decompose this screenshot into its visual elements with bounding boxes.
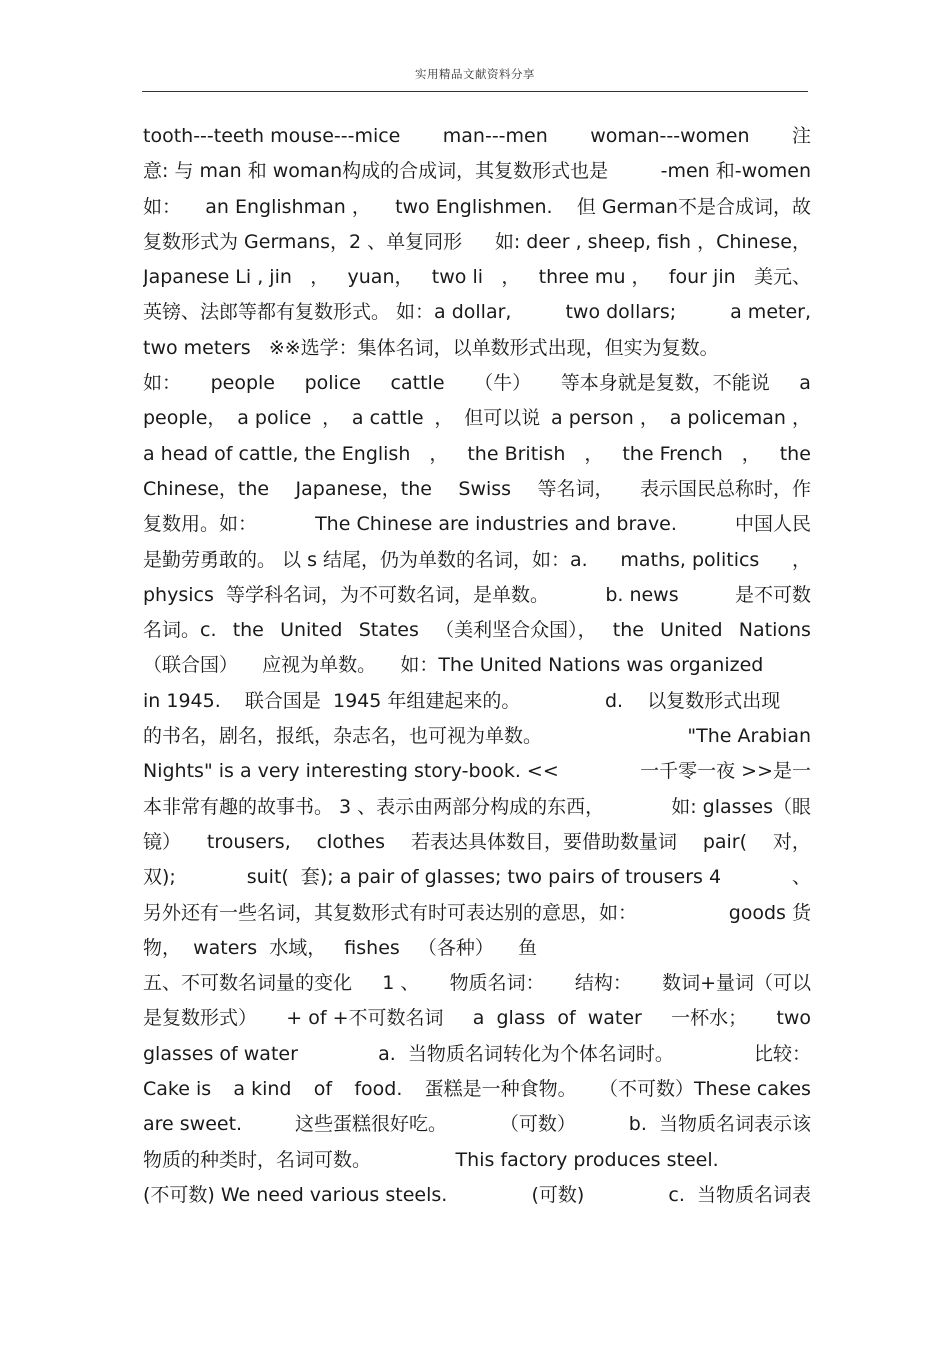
text-line <box>143 931 811 966</box>
text-segment: 若表达具体数目，要借助数量词 <box>410 830 677 853</box>
text-segment: in 1945. 联合国是 1945 年组建起来的。 d. 以复数形式出现 <box>143 689 781 712</box>
text-segment: 但 German不是合成词，故 <box>576 195 811 218</box>
text-segment: suit( 套); a pair of glasses; two pairs of trousers 4 <box>246 866 722 889</box>
text-line <box>143 825 811 860</box>
text-segment: 复数用。如： <box>143 513 258 536</box>
text-segment: (可数) <box>531 1183 585 1206</box>
text-segment: yuan， <box>347 266 414 289</box>
text-line <box>143 613 811 648</box>
text-segment: 是复数形式） <box>143 1007 258 1030</box>
text-line <box>143 260 811 295</box>
text-segment: a meter, <box>730 301 811 324</box>
text-segment: United <box>280 619 343 642</box>
text-segment: Nations <box>738 619 811 642</box>
text-segment: man---men <box>442 125 548 147</box>
text-line <box>143 578 811 613</box>
text-line <box>143 1037 811 1072</box>
text-segment: 如: deer , sheep, fish ，Chinese， <box>494 230 811 253</box>
text-segment: 物质的种类时，名词可数。 This factory produces steel. <box>143 1148 719 1171</box>
text-segment: 比较： <box>753 1042 811 1065</box>
text-segment: （不可数）These cakes <box>598 1078 811 1101</box>
text-segment: + of +不可数名词 <box>286 1007 444 1030</box>
text-segment: b. 当物质名词表示该 <box>628 1113 811 1136</box>
text-segment: Japanese，the <box>295 477 432 500</box>
text-line <box>143 437 811 472</box>
text-segment: a. 当物质名词转化为个体名词时。 <box>378 1042 674 1065</box>
text-segment: 对， <box>772 830 811 853</box>
text-segment: 双); <box>143 866 176 889</box>
text-segment: 物， waters 水域， fishes （各种） 鱼 <box>143 936 538 959</box>
text-segment: trousers, <box>206 830 291 853</box>
text-line <box>143 507 811 542</box>
text-segment: ， <box>434 407 454 430</box>
text-segment: 一千零一夜 >>是一 <box>640 760 811 783</box>
page-header: 实用精品文献资料分享 <box>415 67 535 81</box>
text-segment: 镜） <box>143 830 182 853</box>
text-segment: 但可以说 <box>464 407 541 430</box>
text-segment: 、 <box>791 866 811 889</box>
text-segment: two <box>776 1007 811 1030</box>
text-segment: people， <box>143 407 227 430</box>
text-segment: tooth---teeth mouse---mice <box>143 125 401 147</box>
text-segment: 如: glasses（眼 <box>671 795 811 818</box>
text-segment: 蛋糕是一种食物。 <box>424 1078 577 1101</box>
text-segment: ， <box>741 442 761 465</box>
text-segment: ， <box>584 442 604 465</box>
text-line <box>143 331 811 366</box>
text-line <box>143 295 811 330</box>
text-segment: 本非常有趣的故事书。 3 、表示由两部分构成的东西， <box>143 795 605 818</box>
text-segment: the British <box>467 442 566 465</box>
text-segment: Chinese，the <box>143 477 270 500</box>
text-segment: ， <box>501 266 521 289</box>
text-segment: 如： <box>143 195 182 218</box>
text-segment: 这些蛋糕很好吃。 <box>294 1113 447 1136</box>
text-line <box>143 225 811 260</box>
text-segment: a kind <box>233 1078 292 1101</box>
text-segment: Cake is <box>143 1078 212 1101</box>
text-segment: （美利坚合众国）， <box>435 619 597 642</box>
text-segment: ， <box>791 548 811 571</box>
text-segment: （联合国） 应视为单数。 如：The United Nations was organized <box>143 654 764 677</box>
text-segment: maths, politics <box>620 548 760 571</box>
text-segment: a head of cattle, the English <box>143 442 411 465</box>
text-segment: United <box>660 619 723 642</box>
text-line <box>143 119 811 154</box>
text-line <box>143 1178 811 1213</box>
text-segment: 结构： <box>574 972 632 995</box>
text-segment: （牛） <box>474 372 532 395</box>
text-segment: b. news <box>605 583 679 606</box>
text-segment: police <box>304 372 361 395</box>
text-segment: cattle <box>390 372 445 395</box>
text-segment: 一杯水； <box>671 1007 748 1030</box>
text-segment: a glass of water <box>472 1007 642 1030</box>
text-segment: pair( <box>702 830 748 853</box>
text-segment: 是勤劳勇敢的。 以 s 结尾，仍为单数的名词，如：a. <box>143 548 588 571</box>
text-segment: an Englishman ， <box>205 195 371 218</box>
text-line <box>143 719 811 754</box>
text-line <box>143 1072 811 1107</box>
text-line <box>143 190 811 225</box>
text-line <box>143 966 811 1001</box>
text-segment: 数词+量词（可以 <box>662 972 811 995</box>
text-segment: woman---women <box>590 125 750 147</box>
text-segment: a police <box>237 407 312 430</box>
text-segment: a policeman ， <box>669 407 811 430</box>
text-segment: a person ， <box>551 407 659 430</box>
text-segment: two Englishmen. <box>395 195 553 218</box>
text-line <box>143 543 811 578</box>
text-segment: 美元、 <box>753 266 811 289</box>
text-segment: physics 等学科名词，为不可数名词，是单数。 <box>143 583 549 606</box>
text-segment: two meters ※※选学：集体名词，以单数形式出现，但实为复数。 <box>143 336 719 359</box>
text-segment: 等名词， <box>537 477 614 500</box>
text-segment: the <box>232 619 264 642</box>
text-line <box>143 472 811 507</box>
text-line <box>143 1107 811 1142</box>
text-segment: 意: 与 man 和 woman构成的合成词，其复数形式也是 <box>143 160 609 183</box>
text-segment: a <box>799 372 811 395</box>
text-line <box>143 154 811 189</box>
text-segment: 五、不可数名词量的变化 <box>143 972 353 995</box>
text-segment: "The Arabian <box>687 725 811 748</box>
document-body <box>143 119 811 1213</box>
text-segment: ， <box>310 266 330 289</box>
text-segment: -men 和-women <box>660 160 811 183</box>
text-segment: four jin <box>668 266 736 289</box>
text-segment: three mu ， <box>538 266 651 289</box>
text-segment: two li <box>431 266 484 289</box>
text-segment: 英镑、法郎等都有复数形式。 如：a dollar, <box>143 301 512 324</box>
text-segment: of <box>313 1078 333 1101</box>
text-line <box>143 1001 811 1036</box>
text-segment: Japanese Li , jin <box>143 266 292 289</box>
header-divider <box>142 91 808 92</box>
text-segment: 复数形式为 Germans，2 、单复同形 <box>143 230 463 253</box>
text-segment: 的书名，剧名，报纸，杂志名，也可视为单数。 <box>143 725 543 748</box>
text-line <box>143 648 811 683</box>
text-segment: States <box>358 619 419 642</box>
text-segment: 如： <box>143 372 182 395</box>
text-segment: goods 货 <box>728 901 811 924</box>
text-segment: the <box>612 619 644 642</box>
text-segment: 1 、 <box>382 972 420 995</box>
text-line <box>143 896 811 931</box>
text-segment: （可数） <box>499 1113 576 1136</box>
text-line <box>143 860 811 895</box>
text-line <box>143 790 811 825</box>
text-segment: c. 当物质名词表 <box>668 1183 811 1206</box>
text-segment: (不可数) We need various steels. <box>143 1183 448 1206</box>
text-line <box>143 1143 811 1178</box>
text-segment: The Chinese are industries and brave. <box>315 513 677 536</box>
text-line <box>143 754 811 789</box>
text-segment: ， <box>429 442 449 465</box>
text-line <box>143 401 811 436</box>
text-segment: a cattle <box>351 407 424 430</box>
text-segment: two dollars; <box>565 301 677 324</box>
text-segment: 注 <box>791 125 811 147</box>
text-segment: 等本身就是复数，不能说 <box>560 372 770 395</box>
text-segment: food. <box>354 1078 403 1101</box>
text-segment: 中国人民 <box>734 513 811 536</box>
text-line <box>143 366 811 401</box>
text-segment: Nights" is a very interesting story-book. << <box>143 760 559 783</box>
text-segment: clothes <box>316 830 386 853</box>
text-segment: ， <box>322 407 342 430</box>
text-segment: 物质名词： <box>449 972 545 995</box>
text-segment: the French <box>622 442 723 465</box>
text-segment: glasses of water <box>143 1042 298 1065</box>
text-segment: people <box>210 372 275 395</box>
text-segment: 表示国民总称时，作 <box>639 477 811 500</box>
text-segment: 名词。c. <box>143 619 217 642</box>
text-line <box>143 684 811 719</box>
text-segment: 另外还有一些名词，其复数形式有时可表达别的意思，如： <box>143 901 638 924</box>
text-segment: Swiss <box>458 477 512 500</box>
text-segment: are sweet. <box>143 1113 243 1136</box>
text-segment: 是不可数 <box>734 583 811 606</box>
text-segment: the <box>779 442 811 465</box>
